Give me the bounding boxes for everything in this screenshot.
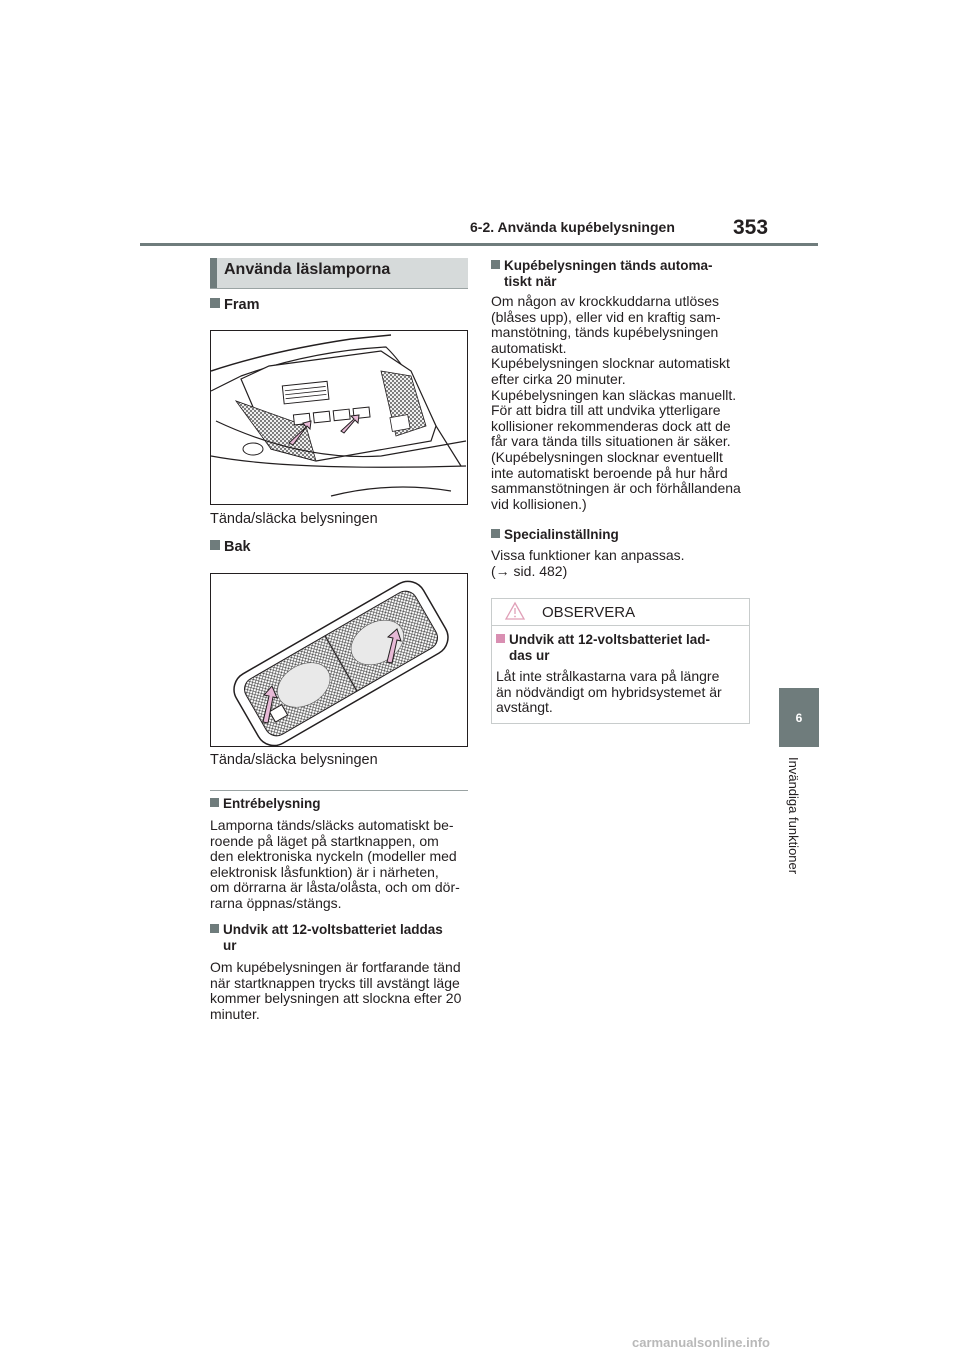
text-line: avstängt. <box>496 699 553 716</box>
text-line: får vara tända tills situationen är säker. <box>491 433 731 450</box>
text-line: Lamporna tänds/släcks automatiskt be- <box>210 817 454 833</box>
bak-heading-text: Bak <box>224 539 251 555</box>
section-heading: Använda läslamporna <box>210 258 468 288</box>
fram-heading-text: Fram <box>224 297 260 313</box>
special-heading-text: Specialinställning <box>504 527 619 542</box>
text-line: om dörrarna är låsta/olåsta, och om dör- <box>210 879 460 896</box>
text-line: manstötning, tänds kupébelysningen <box>491 324 719 341</box>
text-line: än nödvändigt om hybridsystemet är <box>496 683 722 700</box>
text-line: För att bidra till att undvika ytterligare <box>491 402 721 419</box>
bullet-square-icon <box>210 298 220 308</box>
bullet-square-icon <box>210 540 220 550</box>
observera-subheading <box>496 632 710 663</box>
text-line: kommer belysningen att slockna efter 20 <box>210 990 462 1007</box>
krock-heading <box>491 258 713 289</box>
bullet-square-icon <box>210 798 219 807</box>
rear-lamp-figure <box>210 573 468 747</box>
undvik-heading <box>210 922 443 953</box>
text-line: efter cirka 20 minuter. <box>491 370 626 387</box>
observera-subheading-line: Undvik att 12-voltsbatteriet lad- <box>509 632 711 647</box>
entre-heading-text: Entrébelysning <box>223 796 321 811</box>
chapter-tab-label: Invändiga funktioner <box>786 757 801 875</box>
fram-caption: Tända/släcka belysningen <box>210 511 378 527</box>
page-number: 353 <box>733 216 769 239</box>
watermark: carmanualsonline.info <box>632 1335 770 1350</box>
krock-heading-line: tiskt när <box>504 273 557 289</box>
section-rule <box>210 288 468 289</box>
text-line: (Kupébelysningen slocknar eventuellt <box>491 448 723 465</box>
text-line: sammanstötningen är och förhållandena <box>491 480 741 497</box>
text-line: kollisioner rekommenderas dock att de <box>491 417 731 434</box>
text-line: den elektroniska nyckeln (modeller med <box>210 848 457 865</box>
text-line: Om kupébelysningen är fortfarande tänd <box>210 959 461 975</box>
bak-heading <box>210 539 251 555</box>
text-line: Låt inte strålkastarna vara på längre <box>496 668 720 684</box>
text-line: elektronisk låsfunktion) är i närheten, <box>210 863 439 880</box>
front-reading-lamp-illustration <box>211 331 467 504</box>
text-line: minuter. <box>210 1005 260 1022</box>
undvik-heading-line: ur <box>223 937 237 953</box>
undvik-heading-line: Undvik att 12-voltsbatteriet laddas <box>223 922 443 937</box>
rear-reading-lamp-illustration <box>211 574 467 746</box>
special-heading <box>491 527 619 543</box>
warning-triangle-icon <box>504 601 526 621</box>
bullet-square-icon <box>491 529 500 538</box>
text-line: Om någon av krockkuddarna utlöses <box>491 293 720 309</box>
krock-heading-line: Kupébelysningen tänds automa- <box>504 258 713 273</box>
bak-caption: Tända/släcka belysningen <box>210 752 378 768</box>
text-line: inte automatiskt beroende på hur hård <box>491 464 728 481</box>
krock-body <box>491 294 753 512</box>
divider <box>210 790 468 791</box>
entre-heading <box>210 796 321 812</box>
observera-rule <box>492 625 749 626</box>
header-rule <box>140 243 818 246</box>
text-line: när startknappen trycks till avstängt läge <box>210 974 460 991</box>
bullet-square-icon <box>496 634 505 643</box>
text-line: Kupébelysningen slocknar automatiskt <box>491 355 730 372</box>
observera-body <box>496 669 746 716</box>
front-lamp-figure <box>210 330 468 505</box>
chapter-tab: 6 <box>779 688 819 747</box>
text-line: automatiskt. <box>491 339 567 356</box>
observera-subheading-line: das ur <box>509 647 550 663</box>
bullet-square-icon <box>491 260 500 269</box>
text-line: vid kollisionen.) <box>491 495 587 512</box>
undvik-body <box>210 960 472 1022</box>
bullet-square-icon <box>210 924 219 933</box>
special-body <box>491 548 685 579</box>
observera-title: OBSERVERA <box>542 604 636 621</box>
fram-heading <box>210 297 259 313</box>
text-line: roende på läget på startknappen, om <box>210 832 439 849</box>
text-line: Vissa funktioner kan anpassas. <box>491 547 685 563</box>
text-line: rarna öppnas/stängs. <box>210 894 342 911</box>
entre-body <box>210 818 472 912</box>
page-reference: (→ sid. 482) <box>491 562 568 579</box>
chapter-title: 6-2. Använda kupébelysningen <box>470 219 675 235</box>
text-line: (blåses upp), eller vid en kraftig sam- <box>491 308 721 325</box>
text-line: Kupébelysningen kan släckas manuellt. <box>491 386 737 403</box>
